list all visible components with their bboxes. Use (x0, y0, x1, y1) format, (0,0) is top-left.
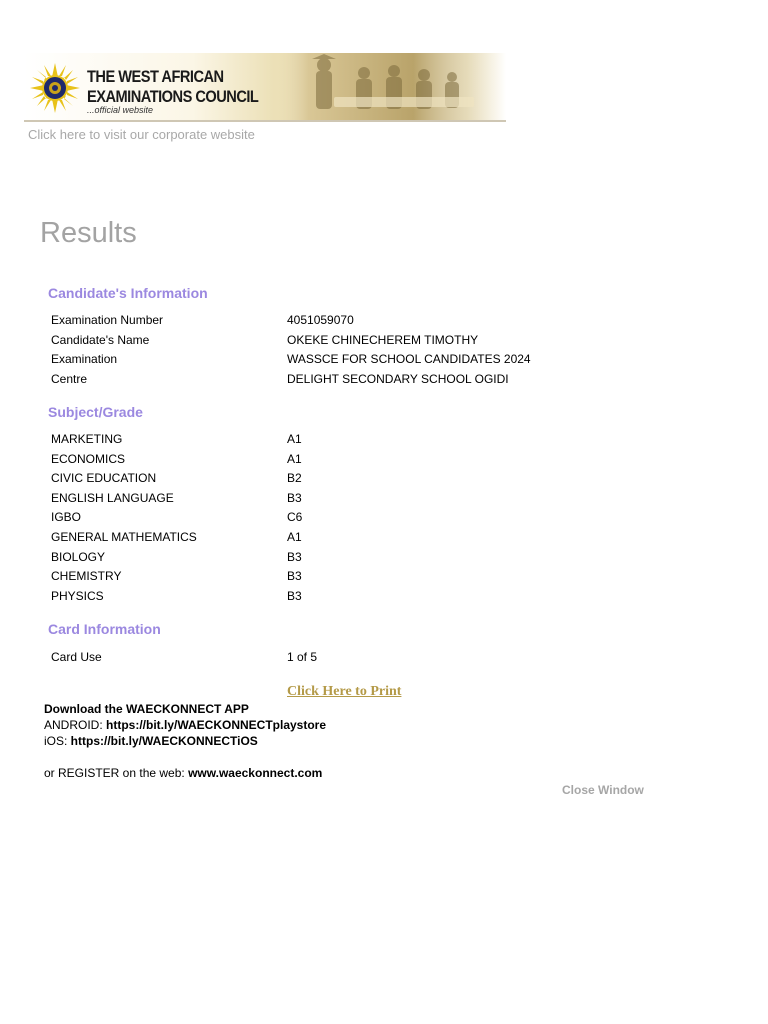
candidate-info-heading: Candidate's Information (48, 285, 208, 301)
web-url[interactable]: www.waeckonnect.com (188, 766, 323, 780)
row-label: Centre (51, 371, 88, 386)
android-url[interactable]: https://bit.ly/WAECKONNECTplaystore (106, 718, 327, 732)
subject-grade: B3 (287, 490, 302, 505)
subject-grade: A1 (287, 529, 302, 544)
subject-grade: B3 (287, 569, 302, 584)
waeckonnect-promo (44, 701, 326, 781)
row-label: Examination Number (51, 313, 164, 327)
close-window-link[interactable]: Close Window (562, 783, 644, 797)
subject-name: PHYSICS (51, 588, 104, 603)
ios-label: iOS: (44, 734, 71, 748)
row-label: Card Use (51, 650, 102, 664)
waec-banner (24, 53, 506, 121)
register-prefix: or REGISTER on the web: (44, 766, 189, 780)
subject-grade: B3 (287, 549, 302, 564)
corporate-website-link[interactable]: Click here to visit our corporate website (28, 127, 255, 142)
android-line (44, 717, 326, 733)
row-value: DELIGHT SECONDARY SCHOOL OGIDI (287, 371, 509, 386)
register-line (44, 765, 326, 781)
android-label: ANDROID: (44, 718, 107, 732)
subject-grade: A1 (287, 432, 302, 446)
banner-subtitle: ...official website (87, 105, 154, 115)
download-prefix: Download the (44, 702, 126, 716)
subject-name: GENERAL MATHEMATICS (51, 529, 197, 544)
app-name: WAECKONNECT APP (126, 702, 249, 716)
page-title: Results (40, 217, 137, 249)
banner-title-line2: EXAMINATIONS COUNCIL (87, 87, 259, 106)
waec-seal-logo (30, 63, 80, 113)
subject-grade-heading: Subject/Grade (48, 404, 143, 420)
subject-name: CHEMISTRY (51, 569, 122, 584)
row-value: 4051059070 (287, 313, 354, 327)
subject-name: ECONOMICS (51, 451, 126, 466)
spacer (44, 749, 326, 765)
banner-divider (24, 120, 506, 122)
subject-grade: A1 (287, 451, 302, 466)
subject-name: CIVIC EDUCATION (51, 471, 157, 486)
banner-title-line1: THE WEST AFRICAN (87, 67, 224, 86)
download-line (44, 701, 326, 717)
subject-grade: B2 (287, 471, 302, 486)
subject-grade: C6 (287, 510, 303, 525)
graduates-photo (274, 53, 506, 121)
subject-name: MARKETING (51, 432, 123, 446)
row-label: Candidate's Name (51, 332, 150, 347)
row-value: OKEKE CHINECHEREM TIMOTHY (287, 332, 479, 347)
subject-name: ENGLISH LANGUAGE (51, 490, 174, 505)
ios-url[interactable]: https://bit.ly/WAECKONNECTiOS (70, 734, 258, 748)
subject-name: IGBO (51, 510, 82, 525)
subject-grade: B3 (287, 588, 302, 603)
print-link[interactable]: Click Here to Print (287, 684, 402, 699)
row-value: 1 of 5 (287, 650, 318, 664)
row-label: Examination (51, 352, 118, 367)
card-info-heading: Card Information (48, 621, 161, 637)
subject-name: BIOLOGY (51, 549, 106, 564)
banner-title (87, 67, 258, 107)
row-value: WASSCE FOR SCHOOL CANDIDATES 2024 (287, 352, 531, 367)
ios-line (44, 733, 326, 749)
